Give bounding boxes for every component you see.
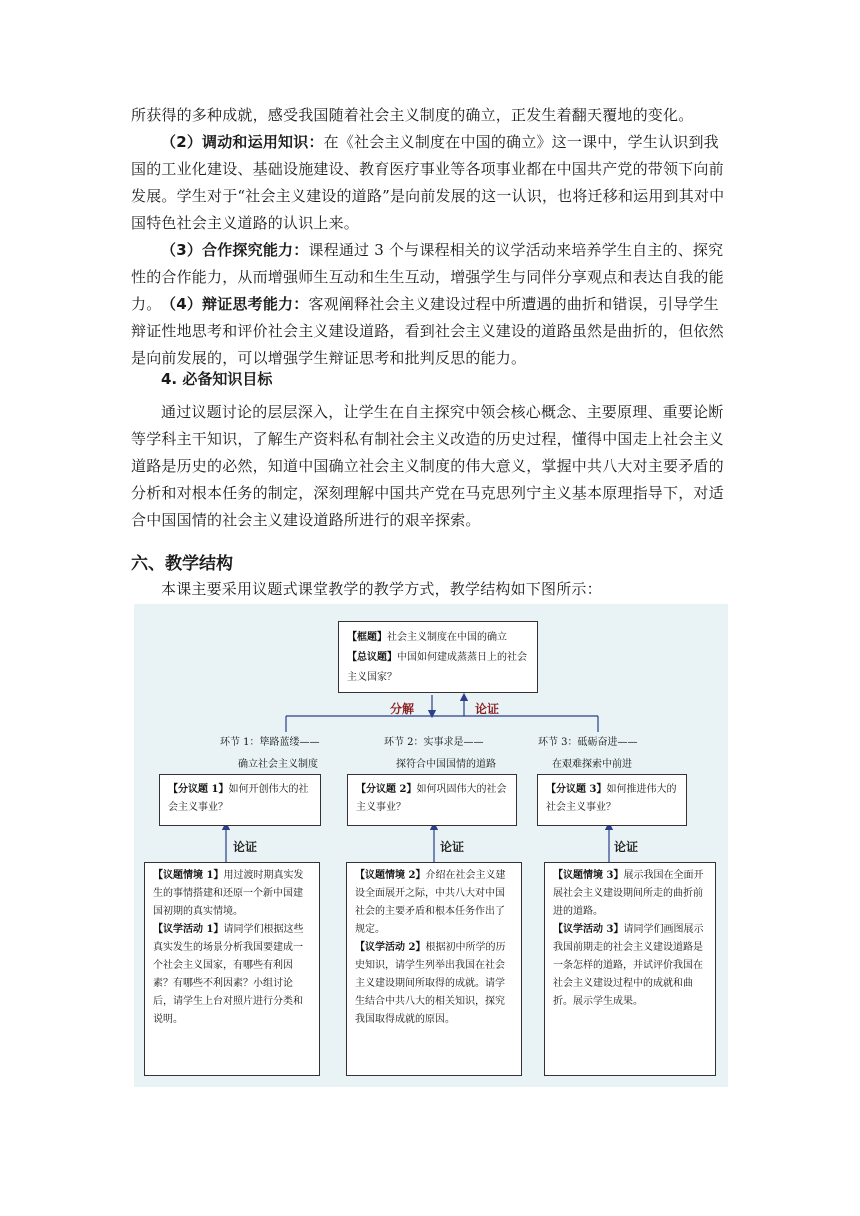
- box-key: 【分议题 1】: [168, 784, 229, 795]
- box-key: 【议题情境 1】: [153, 870, 224, 881]
- paragraph-label: （3）合作探究能力：: [161, 241, 309, 259]
- paragraph-intro: 所获得的多种成就，感受我国随着社会主义制度的确立，正发生着翻天覆地的变化。: [131, 106, 694, 124]
- stage-title: 环节 2：实事求是——: [384, 737, 484, 748]
- box-key: 【议学活动 3】: [553, 924, 624, 935]
- box-text: 如何开创伟大的社会主义事业？: [168, 784, 309, 813]
- stage-title: 环节 1：筚路蓝缕——: [220, 737, 320, 748]
- paragraph-dialectic: [131, 291, 731, 372]
- box-key: 【分议题 2】: [356, 784, 417, 795]
- stage-subtitle: 探符合中国国情的道路: [396, 759, 496, 770]
- argue-label: 论证: [233, 840, 258, 854]
- main-topic-box: [338, 621, 538, 693]
- box-text: 中国如何建成蒸蒸日上的社会主义国家？: [347, 652, 527, 683]
- paragraph-knowledge-goal: 通过议题讨论的层层深入，让学生在自主探究中领会核心概念、主要原理、重要论断等学科主干知识，了解生产资料私有制社会主义改造的历史过程，懂得中国走上社会主义道路是历史的必然，知道中国确立社会主义制度的伟大意义，掌握中共八大对主要矛盾的分析和对根本任务的制定，深刻理解中国共产党在马克思列宁主义基本原理指导下，对适合中国国情的社会主义建设道路所进行的艰辛探索。: [131, 403, 724, 529]
- paragraph-label: （4）辩证思考能力：: [161, 295, 309, 313]
- section-subheading: 4. 必备知识目标: [161, 370, 273, 388]
- scenario-box: [144, 862, 320, 1076]
- teaching-structure-diagram: [134, 604, 728, 1087]
- stage-subtitle: 在艰难探索中前进: [552, 759, 632, 770]
- box-key: 【分议题 3】: [546, 784, 607, 795]
- box-text: 介绍在社会主义建设全面展开之际，中共八大对中国社会的主要矛盾和根本任务作出了规定。: [355, 870, 506, 935]
- box-text: 如何推进伟大的社会主义事业？: [546, 784, 677, 813]
- box-key: 【总议题】: [347, 652, 397, 663]
- box-text: 社会主义制度在中国的确立: [387, 632, 507, 643]
- paragraph-structure-intro: 本课主要采用议题式课堂教学的教学方式，教学结构如下图所示：: [161, 580, 602, 598]
- argue-label: 论证: [440, 840, 465, 854]
- box-key: 【议题情境 2】: [355, 870, 426, 881]
- box-text: 用过渡时期真实发生的事情搭建和还原一个新中国建国初期的真实情境。: [153, 870, 304, 917]
- sub-topic-box: [537, 774, 687, 826]
- box-key: 【框题】: [347, 632, 387, 643]
- paragraph-label: （2）调动和运用知识：: [161, 133, 324, 151]
- scenario-box: [346, 862, 522, 1076]
- section-heading: 六、教学结构: [131, 554, 233, 574]
- stage-subtitle: 确立社会主义制度: [238, 759, 318, 770]
- box-key: 【议题情境 3】: [553, 870, 624, 881]
- box-text: 根据初中所学的历史知识，请学生列举出我国在社会主义建设期间所取得的成就。请学生结合中共八大的相关知识，探究我国取得成就的原因。: [355, 942, 506, 1025]
- box-text: 请同学们根据这些真实发生的场景分析我国要建成一个社会主义国家，有哪些有利因素？有哪些不利因素？小组讨论后，请学生上台对照片进行分类和说明。: [153, 924, 304, 1025]
- box-text: 如何巩固伟大的社会主义事业？: [356, 784, 507, 813]
- argue-label: 论证: [614, 840, 639, 854]
- box-text: 请同学们画图展示我国前期走的社会主义建设道路是一条怎样的道路，并试评价我国在社会主义建设过程中的成就和曲折。展示学生成果。: [553, 924, 704, 1007]
- scenario-box: [544, 862, 716, 1076]
- paragraph-apply-knowledge: [131, 129, 731, 237]
- sub-topic-box: [347, 774, 517, 826]
- paragraph-text: 在《社会主义制度在中国的确立》这一课中，学生认识到我国的工业化建设、基础设施建设、教育医疗事业等各项事业都在中国共产党的带领下向前发展。学生对于“社会主义建设的道路”是向前发展的这一认识，也将迁移和运用到其对中国特色社会主义道路的认识上来。: [131, 133, 725, 232]
- box-key: 【议学活动 1】: [153, 924, 224, 935]
- box-text: 展示我国在全面开展社会主义建设期间所走的曲折前进的道路。: [553, 870, 704, 917]
- argue-label: 论证: [475, 702, 500, 716]
- split-label: 分解: [390, 702, 415, 716]
- box-key: 【议学活动 2】: [355, 942, 426, 953]
- sub-topic-box: [159, 774, 321, 826]
- stage-title: 环节 3：砥砺奋进——: [538, 737, 638, 748]
- paragraph-text: 客观阐释社会主义建设过程中所遭遇的曲折和错误，引导学生辩证性地思考和评价社会主义建设道路，看到社会主义建设的道路虽然是曲折的，但依然是向前发展的，可以增强学生辩证思考和批判反思的能力。: [131, 295, 724, 367]
- paragraph-text: 课程通过 3 个与课程相关的议学活动来培养学生自主的、探究性的合作能力，从而增强师生互动和生生互动，增强学生与同伴分享观点和表达自我的能力。: [131, 241, 724, 313]
